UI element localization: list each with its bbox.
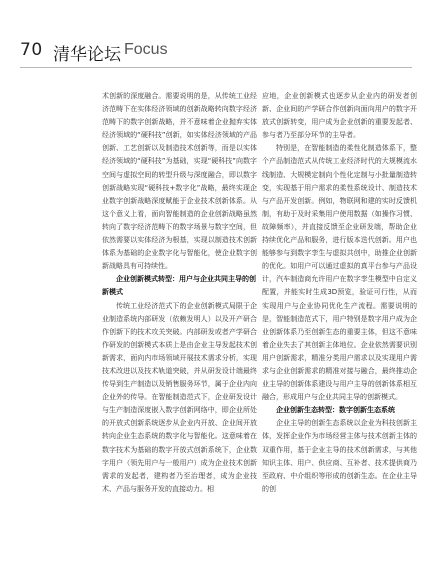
section-title: 清华论坛	[53, 45, 121, 65]
paragraph: 应地，企业创新模式也逐步从企业内的研发者创新、企业间的产学研合作创新向面向用户的数字开放式创新转变，用户成为企业创新的重要发起者、参与者乃至部分环节的主导者。	[262, 92, 417, 140]
paragraph: 术创新的深度融合。需要说明的是，从传统工业经济范畴下在实体经济领域的创新战略转向数字经济范畴下的数字创新战略，并不意味着企业抛弃实体经济领域的“硬科技”创新，如实体经济领域的产品创新、工艺创新以及制造技术创新等，而是以实体经济领域的“硬科技”为基础，实现“硬科技”向数字空间与虚拟空间的转型升级与深度融合，即以数字创新战略实现“硬科技+数字化”战略，最终实现企业数字创新战略深度赋能于企业技术创新体系。从这个意义上看，面向智能制造的企业创新战略虽然转向了数字经济范畴下的数字场景与数字空间，但依然需要以实体经济为根基，实现以制造技术创新体系为基础的企业数字化与智能化，使企业数字创新战略具有可持续性。	[102, 92, 257, 271]
paragraph: 传统工业经济范式下的企业创新模式局限于企业制造系统内部研发（依赖发明人）以及开产研合作创新下的技术攻关突破。内部研发或者产学研合作研发的创新模式本质上是由企业主导发起技术创新需求，面向内市场领域开展技术需求分析，实现技术改进以及技术轨道突破，并从研发设计端最终传导到生产制造以及销售服务环节，属于企业内向企业外的传导。在智能制造范式下，企业研发设计与生产制造深度嵌入数字创新网络中，即企业所处的开放式创新系统逐步从企业内开放、企业间开放转向企业生态系统的数字化与智能化。这意味着在数字技术为基础的数字开放式创新系统下，企业数字用户（领先用户与一般用户）成为企业技术创新需求的发起者，建构者乃至治理者，成为企业技术、产品与服务开发的直接动力。相	[102, 301, 257, 493]
right-column	[262, 90, 417, 496]
paragraph: 特别是，在智能制造的柔性化制造体系下，整个产品制造范式从传统工业经济时代的大规模流水线制造、大规模定制向个性化定制与小批量制造转变，实现基于用户需求的柔性系统设计、制造技术与产品开发创新。例如，物联网和建的实时反馈机制，有助于及时采集用户使用数据（如操作习惯、故障频率），并直接反馈至企业研发端，帮助企业持续优化产品和服务，进行版本迭代创新。用户也能够参与到数字孪生与虚拟共创中，助推企业创新的优化。如用户可以通过虚拟的真平台参与产品设计，汽车制造商允许用户在数字孪生模型中自定义配置，并能实时生成3D预览，验证可行性，从而实现用户与企业协同优化生产流程。需要说明的是，智能制造范式下，用户特别是数字用户成为企业创新体系乃至创新生态的重要主体，但这不意味着企业失去了其创新主体地位。企业依然需要识别用户创新需求，精准分类用户需求以及实现用户需求与企业创新需求的精准对接与融合，最终推动企业主导的创新体系建设与用户主导的创新体系相互融合，形成用户与企业共同主导的创新模式。	[262, 144, 417, 402]
section-heading: 企业创新模式转型：用户与企业共同主导的创新模式	[102, 275, 256, 297]
page-number: 70	[20, 40, 43, 60]
paragraph: 企业主导的创新生态系统以企业为科技创新主体，发挥企业作为市场经营主体与技术创新主体的双重作用，基于企业主导的技术创新需求，与其他知识主体、用户、供应商、互补者、技术提供商乃至政府、中介组织等形成的创新生态。在企业主导的创	[262, 419, 417, 493]
left-column	[102, 90, 257, 496]
page-header	[20, 38, 415, 68]
header-divider	[20, 67, 412, 68]
section-title-en: Focus	[124, 41, 168, 58]
section-heading: 企业创新生态转型：数字创新生态系统	[276, 406, 395, 415]
